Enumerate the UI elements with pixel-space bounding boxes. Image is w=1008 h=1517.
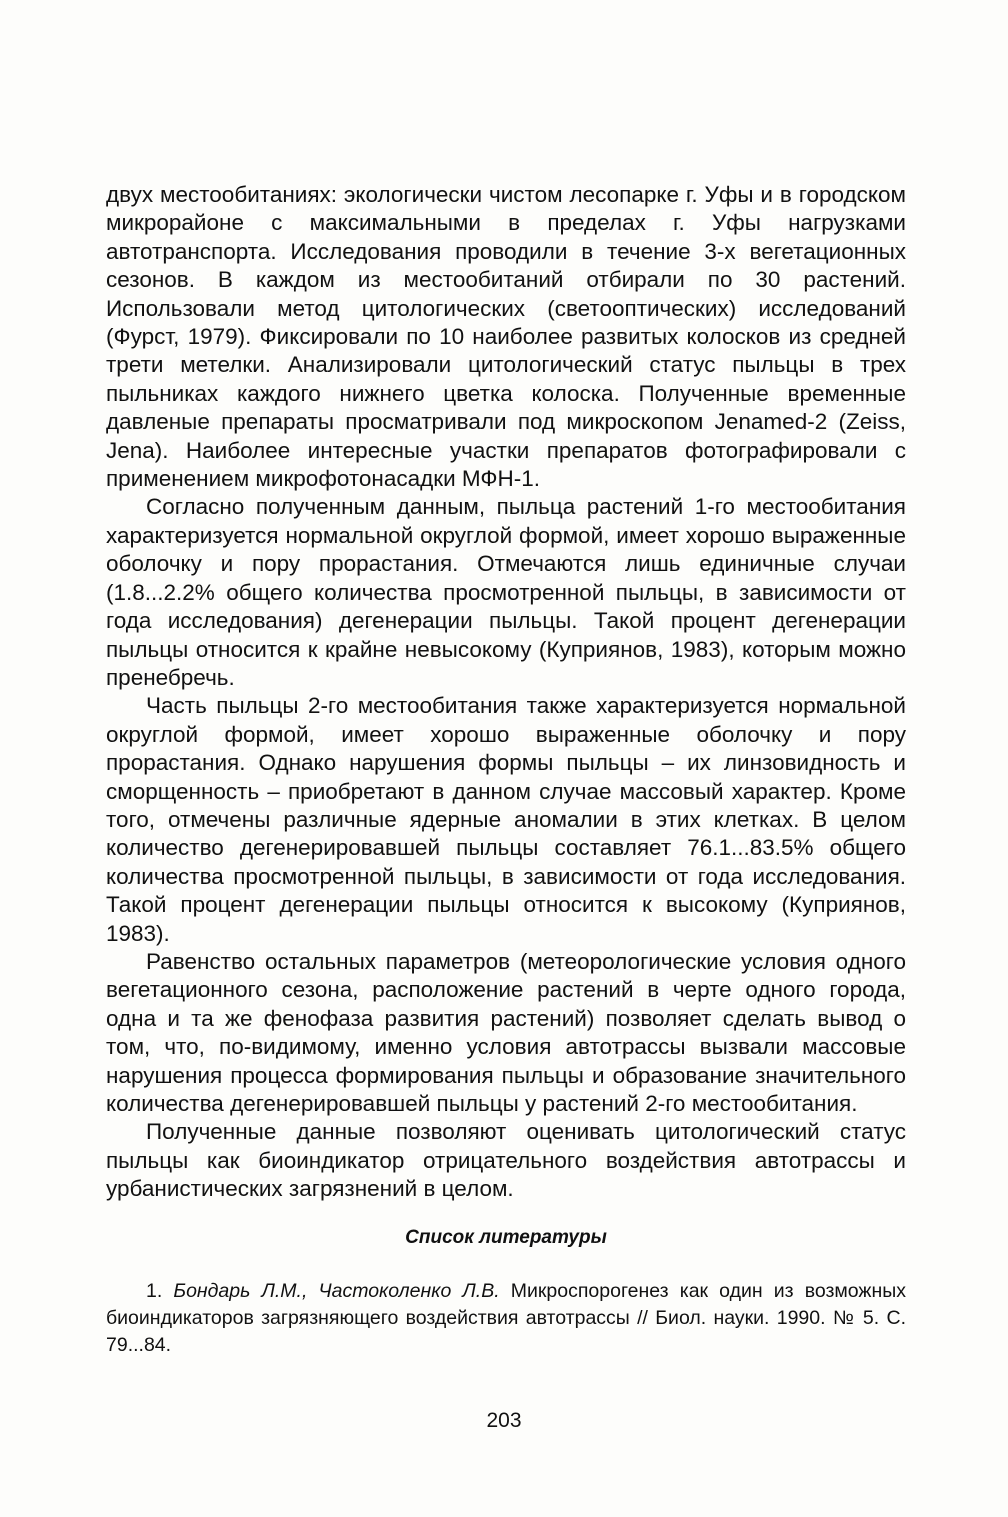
- paragraph-1: двух местообитаниях: экологически чистом лесопарке г. Уфы и в городском микрорайоне с максимальными в пределах г. Уфы нагрузками автотранспорта. Исследования проводили в течение 3-х вегетационных сезонов. В каждом из местообитаний отбирали по 30 растений. Использовали метод цитологических (светооптических) исследований (Фурст, 1979). Фиксировали по 10 наиболее развитых колосков из средней трети метелки. Анализировали цитологический статус пыльцы в трех пыльниках каждого нижнего цветка колоска. Полученные временные давленые препараты просматривали под микроскопом Jenamed-2 (Zeiss, Jena). Наиболее интересные участки препаратов фотографировали с применением микрофотонасадки МФН-1.: [106, 182, 906, 492]
- paragraph-5: Полученные данные позволяют оценивать цитологический статус пыльцы как биоиндикатор отрицательного воздействия автотрассы и урбанистических загрязнений в целом.: [106, 1119, 906, 1202]
- paragraph-3: Часть пыльцы 2-го местообитания также характеризуется нормальной округлой формой, имеет хорошо выраженные оболочку и пору прорастания. Однако нарушения формы пыльцы – их линзовидность и сморщенность – приобретают в данном случае массовый характер. Кроме того, отмечены различные ядерные аномалии в этих клетках. В целом количество дегенерировавшей пыльцы составляет 76.1...83.5% общего количества просмотренной пыльцы, в зависимости от года исследования. Такой процент дегенерации пыльцы относится к высокому (Куприянов, 1983).: [106, 693, 906, 946]
- reference-authors: Бондарь Л.М., Частоколенко Л.В.: [173, 1280, 500, 1302]
- reference-number: 1.: [146, 1280, 163, 1302]
- page-number: 203: [486, 1409, 522, 1432]
- reference-text: Микроспорогенез как один из возможных биоиндикаторов загрязняющего воздействия автотрассы // Биол. науки. 1990. № 5. С. 79...84.: [106, 1280, 907, 1356]
- reference-item: [106, 1278, 906, 1359]
- paragraph-4: Равенство остальных параметров (метеорологические условия одного вегетационного сезона, расположение растений в черте одного города, одна и та же фенофаза развития растений) позволяет сделать вывод о том, что, по-видимому, именно условия автотрассы вызвали массовые нарушения процесса формирования пыльцы и образование значительного количества дегенерировавшей пыльцы у растений 2-го местообитания.: [106, 948, 906, 1116]
- paragraph-2: Согласно полученным данным, пыльца растений 1-го местообитания характеризуется нормальной округлой формой, имеет хорошо выраженные оболочку и пору прорастания. Отмечаются лишь единичные случаи (1.8...2.2% общего количества просмотренной пыльцы, в зависимости от года исследования) дегенерации пыльцы. Такой процент дегенерации пыльцы относится к крайне невысокому (Куприянов, 1983), которым можно пренебречь.: [106, 494, 906, 690]
- body-text: [106, 181, 906, 1204]
- references-heading: Список литературы: [405, 1227, 607, 1248]
